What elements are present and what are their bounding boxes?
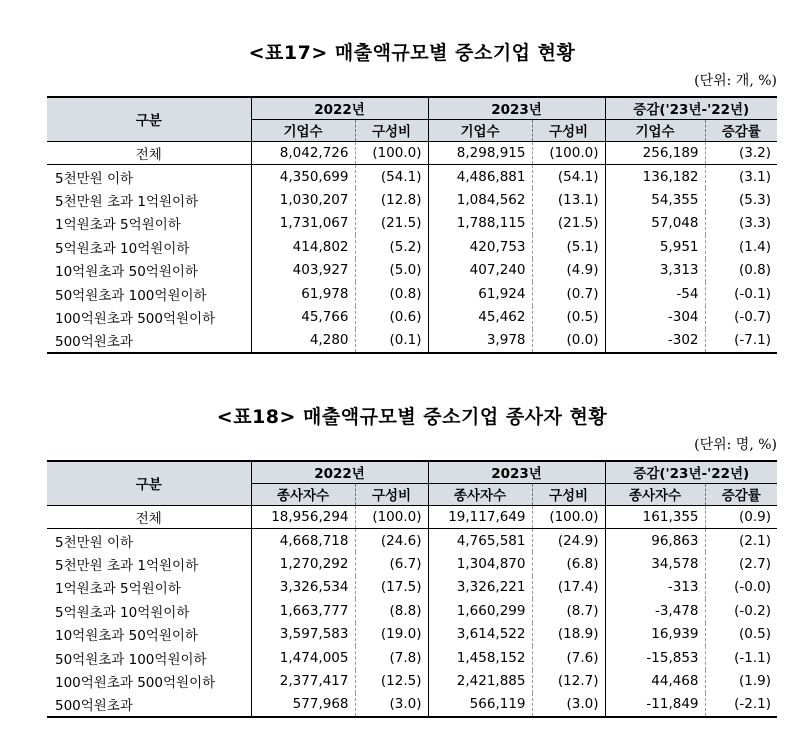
share-2022-cell: (8.8): [355, 599, 428, 623]
table-row: [47, 306, 777, 330]
share-2023-cell: (100.0): [532, 141, 605, 165]
count-2023-cell: 4,765,581: [428, 529, 532, 553]
share-2022-cell: (21.5): [355, 212, 428, 236]
change-count-cell: -15,853: [605, 646, 705, 670]
total-row: [47, 141, 777, 165]
table18-section: [47, 404, 777, 718]
share-2023-cell: (7.6): [532, 646, 605, 670]
category-cell: 500억원초과: [47, 693, 251, 717]
table18-body: [47, 505, 777, 717]
share-2023-cell: (100.0): [532, 505, 605, 529]
count-2023-cell: 8,298,915: [428, 141, 532, 165]
change-rate-cell: (0.5): [705, 623, 777, 647]
header-category: 구분: [47, 97, 251, 141]
count-2022-cell: 2,377,417: [251, 670, 355, 694]
table18-unit: (단위: 명, %): [694, 437, 777, 453]
header-2022: 2022년: [251, 461, 428, 483]
table-row: [47, 212, 777, 236]
header-change-rate: 증감률: [705, 483, 777, 505]
category-cell: 500억원초과: [47, 329, 251, 353]
count-2023-cell: 19,117,649: [428, 505, 532, 529]
count-2022-cell: 3,597,583: [251, 623, 355, 647]
header-share-2022: 구성비: [355, 119, 428, 141]
change-count-cell: -54: [605, 282, 705, 306]
change-rate-cell: (1.4): [705, 235, 777, 259]
share-2022-cell: (24.6): [355, 529, 428, 553]
share-2022-cell: (6.7): [355, 552, 428, 576]
share-2023-cell: (4.9): [532, 259, 605, 283]
table-row: [47, 552, 777, 576]
share-2023-cell: (8.7): [532, 599, 605, 623]
change-rate-cell: (-0.2): [705, 599, 777, 623]
change-count-cell: -302: [605, 329, 705, 353]
change-rate-cell: (3.1): [705, 165, 777, 189]
share-2022-cell: (0.1): [355, 329, 428, 353]
count-2023-cell: 566,119: [428, 693, 532, 717]
share-2022-cell: (12.5): [355, 670, 428, 694]
change-count-cell: 256,189: [605, 141, 705, 165]
table18-title: <표18> 매출액규모별 중소기업 종사자 현황: [216, 406, 608, 428]
table-row: [47, 623, 777, 647]
change-count-cell: 57,048: [605, 212, 705, 236]
category-cell: 5천만원 초과 1억원이하: [55, 557, 199, 574]
category-cell: 전체: [47, 141, 251, 165]
change-rate-cell: (3.3): [705, 212, 777, 236]
header-share-2023: 구성비: [532, 483, 605, 505]
header-category: 구분: [47, 461, 251, 505]
header-2022: 2022년: [251, 97, 428, 119]
change-rate-cell: (-2.1): [705, 693, 777, 717]
category-cell: 10억원초과 50억원이하: [55, 264, 198, 281]
share-2022-cell: (19.0): [355, 623, 428, 647]
category-cell: 100억원초과 500억원이하: [55, 311, 216, 328]
header-count-2022: 종사자수: [251, 483, 355, 505]
share-2022-cell: (12.8): [355, 188, 428, 212]
count-2022-cell: 45,766: [251, 306, 355, 330]
header-count-2023: 기업수: [428, 119, 532, 141]
change-rate-cell: (2.1): [705, 529, 777, 553]
share-2022-cell: (7.8): [355, 646, 428, 670]
count-2023-cell: 1,788,115: [428, 212, 532, 236]
table-row: [47, 576, 777, 600]
change-count-cell: -304: [605, 306, 705, 330]
change-rate-cell: (0.9): [705, 505, 777, 529]
count-2022-cell: 403,927: [251, 259, 355, 283]
share-2022-cell: (0.6): [355, 306, 428, 330]
change-rate-cell: (5.3): [705, 188, 777, 212]
table-row: [47, 599, 777, 623]
count-2023-cell: 2,421,885: [428, 670, 532, 694]
table-row: [47, 165, 777, 189]
header-change: 증감('23년-'22년): [605, 97, 777, 119]
category-cell: 50억원초과 100억원이하: [55, 287, 207, 304]
category-cell: 100억원초과 500억원이하: [55, 675, 216, 692]
table-row: [47, 529, 777, 553]
change-count-cell: -3,478: [605, 599, 705, 623]
category-cell: 1억원초과 5억원이하: [55, 217, 181, 234]
table-row: [47, 259, 777, 283]
change-rate-cell: (-0.7): [705, 306, 777, 330]
header-change: 증감('23년-'22년): [605, 461, 777, 483]
share-2022-cell: (17.5): [355, 576, 428, 600]
table18: [47, 460, 777, 718]
change-count-cell: -11,849: [605, 693, 705, 717]
share-2022-cell: (100.0): [355, 141, 428, 165]
header-2023: 2023년: [428, 461, 605, 483]
change-count-cell: 54,355: [605, 188, 705, 212]
change-count-cell: 136,182: [605, 165, 705, 189]
table-row: [47, 282, 777, 306]
count-2022-cell: 4,280: [251, 329, 355, 353]
table17-unit: (단위: 개, %): [694, 73, 777, 89]
count-2023-cell: 1,304,870: [428, 552, 532, 576]
table17: [47, 96, 777, 354]
header-change-count: 기업수: [605, 119, 705, 141]
category-cell: 10억원초과 50억원이하: [55, 628, 198, 645]
share-2022-cell: (5.0): [355, 259, 428, 283]
count-2023-cell: 3,978: [428, 329, 532, 353]
count-2022-cell: 1,663,777: [251, 599, 355, 623]
category-cell: 50억원초과 100억원이하: [55, 651, 207, 668]
count-2022-cell: 3,326,534: [251, 576, 355, 600]
count-2023-cell: 407,240: [428, 259, 532, 283]
share-2023-cell: (5.1): [532, 235, 605, 259]
category-cell: 5억원초과 10억원이하: [55, 604, 190, 621]
category-cell: 1억원초과 5억원이하: [55, 581, 181, 598]
header-count-2022: 기업수: [251, 119, 355, 141]
share-2023-cell: (0.5): [532, 306, 605, 330]
header-change-count: 종사자수: [605, 483, 705, 505]
table17-title: <표17> 매출액규모별 중소기업 현황: [248, 42, 576, 64]
table17-body: [47, 141, 777, 353]
change-rate-cell: (3.2): [705, 141, 777, 165]
change-count-cell: 44,468: [605, 670, 705, 694]
header-share-2023: 구성비: [532, 119, 605, 141]
category-cell: 5천만원 이하: [55, 534, 134, 551]
share-2023-cell: (21.5): [532, 212, 605, 236]
share-2023-cell: (18.9): [532, 623, 605, 647]
count-2023-cell: 45,462: [428, 306, 532, 330]
count-2022-cell: 1,030,207: [251, 188, 355, 212]
header-change-rate: 증감률: [705, 119, 777, 141]
table-row: [47, 188, 777, 212]
share-2022-cell: (0.8): [355, 282, 428, 306]
category-cell: 5억원초과 10억원이하: [55, 240, 190, 257]
count-2022-cell: 1,731,067: [251, 212, 355, 236]
count-2022-cell: 8,042,726: [251, 141, 355, 165]
header-count-2023: 종사자수: [428, 483, 532, 505]
share-2023-cell: (54.1): [532, 165, 605, 189]
count-2023-cell: 1,660,299: [428, 599, 532, 623]
count-2022-cell: 414,802: [251, 235, 355, 259]
change-rate-cell: (0.8): [705, 259, 777, 283]
count-2023-cell: 1,458,152: [428, 646, 532, 670]
change-count-cell: 161,355: [605, 505, 705, 529]
share-2023-cell: (6.8): [532, 552, 605, 576]
header-share-2022: 구성비: [355, 483, 428, 505]
change-count-cell: 5,951: [605, 235, 705, 259]
table-row: [47, 693, 777, 717]
header-2023: 2023년: [428, 97, 605, 119]
change-rate-cell: (1.9): [705, 670, 777, 694]
count-2022-cell: 4,668,718: [251, 529, 355, 553]
change-rate-cell: (-7.1): [705, 329, 777, 353]
share-2022-cell: (54.1): [355, 165, 428, 189]
count-2022-cell: 577,968: [251, 693, 355, 717]
table-row: [47, 646, 777, 670]
share-2023-cell: (0.7): [532, 282, 605, 306]
share-2022-cell: (100.0): [355, 505, 428, 529]
change-rate-cell: (-0.0): [705, 576, 777, 600]
count-2023-cell: 420,753: [428, 235, 532, 259]
change-count-cell: 96,863: [605, 529, 705, 553]
change-rate-cell: (-0.1): [705, 282, 777, 306]
share-2023-cell: (0.0): [532, 329, 605, 353]
category-cell: 5천만원 초과 1억원이하: [55, 193, 199, 210]
share-2023-cell: (24.9): [532, 529, 605, 553]
change-count-cell: 3,313: [605, 259, 705, 283]
change-count-cell: 16,939: [605, 623, 705, 647]
category-cell: 전체: [47, 505, 251, 529]
count-2022-cell: 61,978: [251, 282, 355, 306]
count-2022-cell: 1,270,292: [251, 552, 355, 576]
share-2023-cell: (12.7): [532, 670, 605, 694]
change-count-cell: 34,578: [605, 552, 705, 576]
count-2023-cell: 3,326,221: [428, 576, 532, 600]
change-rate-cell: (2.7): [705, 552, 777, 576]
count-2022-cell: 18,956,294: [251, 505, 355, 529]
change-rate-cell: (-1.1): [705, 646, 777, 670]
share-2023-cell: (3.0): [532, 693, 605, 717]
count-2023-cell: 3,614,522: [428, 623, 532, 647]
count-2022-cell: 4,350,699: [251, 165, 355, 189]
share-2022-cell: (3.0): [355, 693, 428, 717]
total-row: [47, 505, 777, 529]
change-count-cell: -313: [605, 576, 705, 600]
category-cell: 5천만원 이하: [55, 170, 134, 187]
count-2023-cell: 61,924: [428, 282, 532, 306]
table-row: [47, 670, 777, 694]
share-2023-cell: (13.1): [532, 188, 605, 212]
count-2023-cell: 1,084,562: [428, 188, 532, 212]
table-row: [47, 329, 777, 353]
count-2023-cell: 4,486,881: [428, 165, 532, 189]
count-2022-cell: 1,474,005: [251, 646, 355, 670]
share-2022-cell: (5.2): [355, 235, 428, 259]
table17-section: [47, 40, 777, 354]
share-2023-cell: (17.4): [532, 576, 605, 600]
table-row: [47, 235, 777, 259]
